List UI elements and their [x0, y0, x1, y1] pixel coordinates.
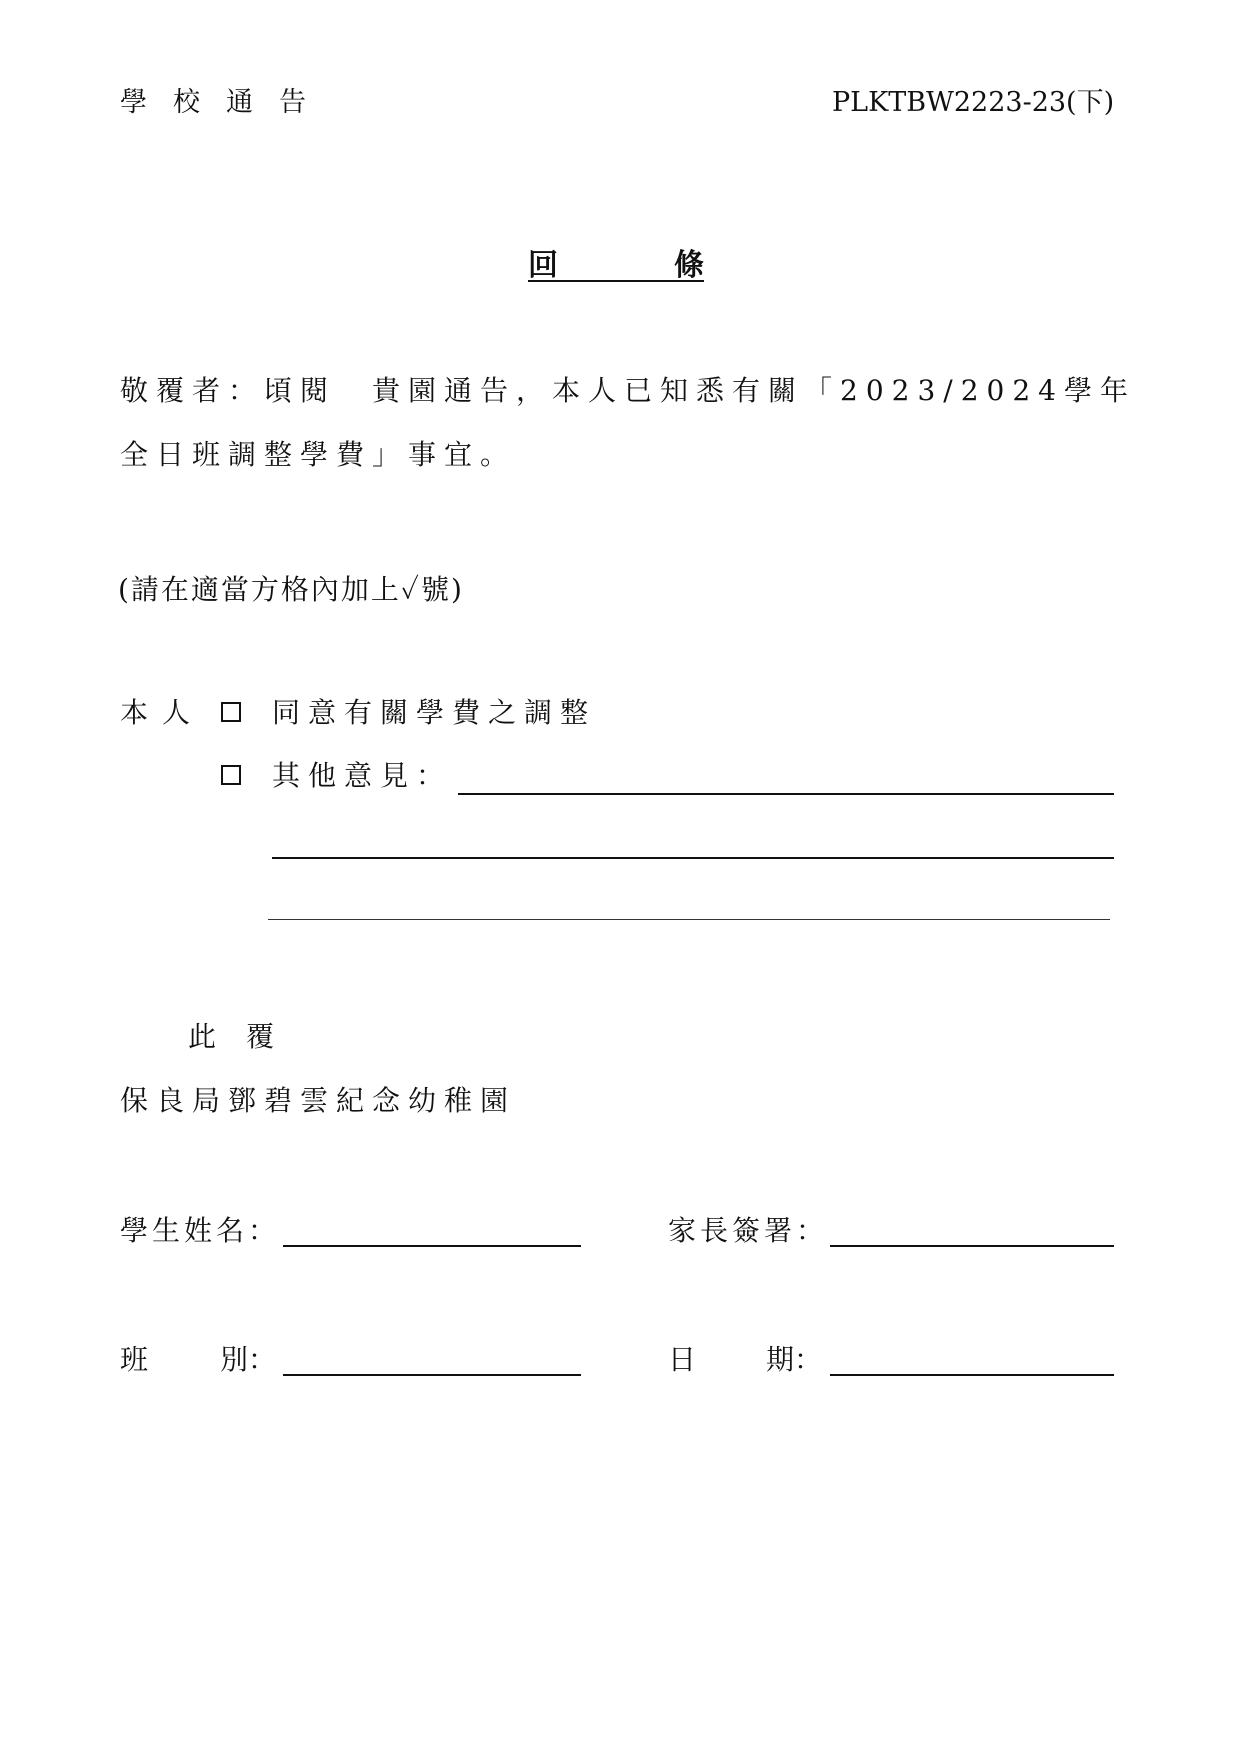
notice-reference-code: PLKTBW2223-23(下) [832, 87, 1115, 118]
date-label-part-2: 期： [766, 1343, 823, 1376]
other-opinion-checkbox[interactable] [221, 765, 241, 785]
student-name-label: 學生姓名： [120, 1214, 281, 1247]
notice-header-title: 學校通告 [120, 87, 332, 118]
class-label-part-1: 班 [120, 1343, 149, 1376]
date-label-part-1: 日 [668, 1343, 697, 1376]
respondent-prefix: 本人 [120, 696, 205, 729]
other-opinion-line-2[interactable] [272, 857, 1114, 859]
student-name-line[interactable] [283, 1245, 581, 1247]
acknowledgement-line-1: 敬覆者：頃閱 貴園通告，本人已知悉有關「2023/2024學年 [120, 374, 1136, 407]
other-opinion-line-1[interactable] [458, 793, 1114, 795]
agree-checkbox[interactable] [221, 702, 241, 722]
reply-slip-title [528, 240, 704, 282]
closing-phrase: 此覆 [188, 1020, 305, 1053]
class-line[interactable] [283, 1374, 581, 1376]
acknowledgement-line-2: 全日班調整學費」事宜。 [120, 438, 517, 471]
parent-signature-label: 家長簽署： [668, 1214, 829, 1247]
checkbox-instruction: (請在適當方格內加上✓號) [118, 573, 464, 606]
agree-option-label: 同意有關學費之調整 [272, 696, 597, 729]
other-opinion-label: 其他意見： [272, 759, 453, 792]
other-opinion-line-3[interactable] [268, 919, 1110, 920]
parent-signature-line[interactable] [830, 1245, 1114, 1247]
date-line[interactable] [830, 1374, 1114, 1376]
kindergarten-name: 保良局鄧碧雲紀念幼稚園 [120, 1084, 517, 1117]
class-label-part-2: 別： [220, 1343, 277, 1376]
title-char-2: 條 [674, 248, 704, 283]
title-char-1: 回 [528, 248, 558, 283]
